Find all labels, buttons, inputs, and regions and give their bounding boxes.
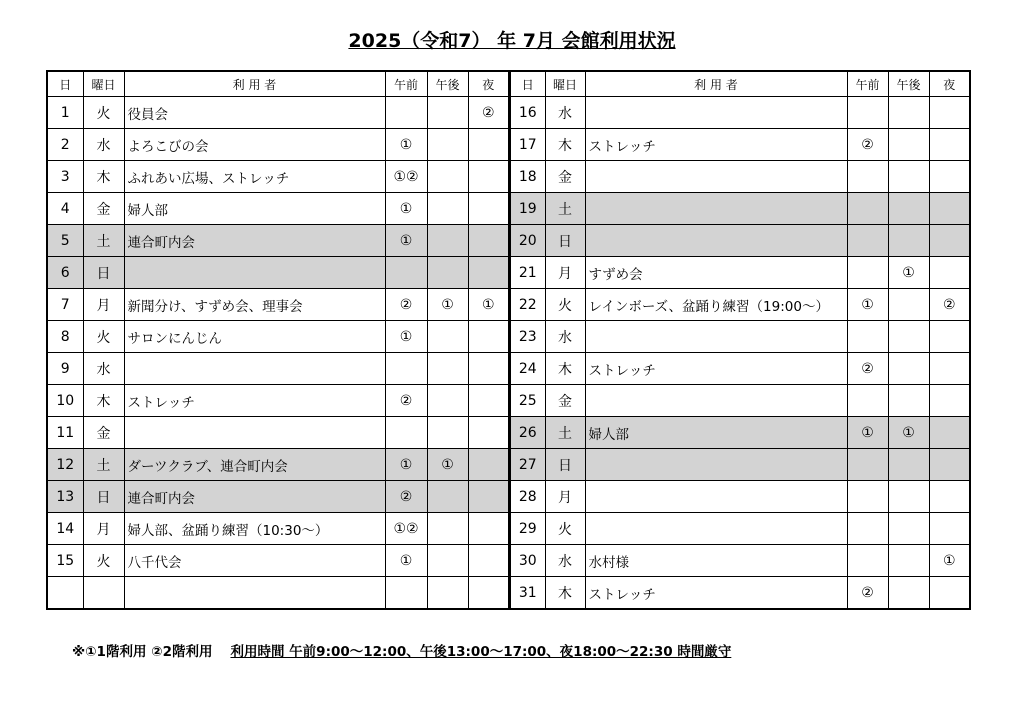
cell-weekday: 水 bbox=[83, 353, 124, 385]
cell-pm bbox=[427, 97, 468, 129]
cell-weekday: 火 bbox=[545, 289, 585, 321]
cell-weekday: 木 bbox=[545, 353, 585, 385]
cell-am: ① bbox=[847, 417, 888, 449]
cell-day: 7 bbox=[47, 289, 83, 321]
cell-user: ふれあい広場、ストレッチ bbox=[124, 161, 385, 193]
cell-weekday: 水 bbox=[545, 545, 585, 577]
cell-user bbox=[585, 193, 847, 225]
cell-day: 20 bbox=[510, 225, 545, 257]
header-pm: 午後 bbox=[888, 71, 929, 97]
cell-night bbox=[468, 385, 509, 417]
cell-am: ①② bbox=[385, 513, 427, 545]
cell-pm bbox=[888, 353, 929, 385]
cell-night bbox=[929, 225, 970, 257]
cell-weekday: 金 bbox=[545, 161, 585, 193]
cell-weekday: 火 bbox=[83, 321, 124, 353]
cell-day: 21 bbox=[510, 257, 545, 289]
table-row bbox=[47, 161, 509, 193]
cell-weekday: 日 bbox=[545, 225, 585, 257]
cell-night bbox=[929, 353, 970, 385]
cell-user bbox=[585, 449, 847, 481]
cell-user bbox=[585, 385, 847, 417]
cell-pm bbox=[427, 161, 468, 193]
header-weekday: 曜日 bbox=[545, 71, 585, 97]
page-title bbox=[0, 26, 1024, 56]
table-row bbox=[510, 481, 970, 513]
cell-night bbox=[929, 257, 970, 289]
cell-am: ② bbox=[847, 129, 888, 161]
table-row bbox=[510, 321, 970, 353]
cell-user bbox=[124, 417, 385, 449]
schedule-body-left bbox=[47, 97, 509, 610]
cell-weekday: 日 bbox=[545, 449, 585, 481]
cell-night bbox=[929, 417, 970, 449]
cell-user: レインボーズ、盆踊り練習（19:00～） bbox=[585, 289, 847, 321]
cell-night bbox=[929, 513, 970, 545]
cell-pm bbox=[427, 129, 468, 161]
cell-night bbox=[468, 481, 509, 513]
cell-pm bbox=[888, 577, 929, 610]
cell-am: ① bbox=[385, 193, 427, 225]
cell-day: 4 bbox=[47, 193, 83, 225]
cell-am: ② bbox=[385, 481, 427, 513]
table-row bbox=[47, 481, 509, 513]
cell-am: ① bbox=[847, 289, 888, 321]
cell-user: 連合町内会 bbox=[124, 225, 385, 257]
cell-pm bbox=[888, 225, 929, 257]
cell-user: ストレッチ bbox=[585, 129, 847, 161]
cell-pm bbox=[888, 129, 929, 161]
cell-night bbox=[468, 577, 509, 610]
cell-day: 23 bbox=[510, 321, 545, 353]
table-row bbox=[510, 225, 970, 257]
table-row bbox=[47, 321, 509, 353]
cell-weekday: 金 bbox=[545, 385, 585, 417]
cell-day: 2 bbox=[47, 129, 83, 161]
header-user: 利 用 者 bbox=[585, 71, 847, 97]
cell-pm bbox=[427, 545, 468, 577]
cell-am: ① bbox=[385, 129, 427, 161]
table-row bbox=[510, 97, 970, 129]
header-weekday: 曜日 bbox=[83, 71, 124, 97]
cell-weekday: 金 bbox=[83, 193, 124, 225]
cell-day: 18 bbox=[510, 161, 545, 193]
cell-am: ② bbox=[847, 577, 888, 610]
cell-user: ストレッチ bbox=[585, 353, 847, 385]
table-row bbox=[510, 257, 970, 289]
cell-am bbox=[385, 257, 427, 289]
cell-am bbox=[847, 257, 888, 289]
table-row bbox=[47, 385, 509, 417]
table-row bbox=[47, 129, 509, 161]
cell-am bbox=[847, 385, 888, 417]
cell-night bbox=[468, 353, 509, 385]
cell-user: サロンにんじん bbox=[124, 321, 385, 353]
cell-pm bbox=[888, 161, 929, 193]
cell-user bbox=[124, 257, 385, 289]
cell-night bbox=[468, 225, 509, 257]
cell-user: ストレッチ bbox=[585, 577, 847, 610]
cell-am bbox=[385, 97, 427, 129]
header-night: 夜 bbox=[468, 71, 509, 97]
cell-night bbox=[468, 193, 509, 225]
cell-weekday: 月 bbox=[83, 289, 124, 321]
cell-weekday: 土 bbox=[545, 417, 585, 449]
cell-day: 25 bbox=[510, 385, 545, 417]
cell-pm bbox=[888, 193, 929, 225]
cell-user bbox=[124, 577, 385, 610]
cell-weekday: 水 bbox=[545, 97, 585, 129]
cell-user bbox=[124, 353, 385, 385]
cell-user: すずめ会 bbox=[585, 257, 847, 289]
cell-night bbox=[929, 129, 970, 161]
cell-user bbox=[585, 97, 847, 129]
cell-day: 5 bbox=[47, 225, 83, 257]
cell-night bbox=[468, 417, 509, 449]
cell-am bbox=[847, 225, 888, 257]
cell-pm bbox=[888, 449, 929, 481]
cell-day: 31 bbox=[510, 577, 545, 610]
cell-pm bbox=[427, 577, 468, 610]
cell-day: 19 bbox=[510, 193, 545, 225]
cell-pm bbox=[427, 417, 468, 449]
cell-pm bbox=[427, 513, 468, 545]
cell-day: 14 bbox=[47, 513, 83, 545]
cell-day: 9 bbox=[47, 353, 83, 385]
cell-user: 水村様 bbox=[585, 545, 847, 577]
header-pm: 午後 bbox=[427, 71, 468, 97]
cell-pm: ① bbox=[888, 417, 929, 449]
cell-user: よろこびの会 bbox=[124, 129, 385, 161]
cell-weekday: 土 bbox=[83, 225, 124, 257]
cell-weekday: 火 bbox=[545, 513, 585, 545]
cell-weekday: 水 bbox=[83, 129, 124, 161]
table-row bbox=[510, 449, 970, 481]
cell-day: 16 bbox=[510, 97, 545, 129]
cell-am bbox=[847, 97, 888, 129]
table-row bbox=[47, 545, 509, 577]
table-row bbox=[47, 289, 509, 321]
cell-day: 27 bbox=[510, 449, 545, 481]
header-am: 午前 bbox=[847, 71, 888, 97]
cell-pm: ① bbox=[888, 257, 929, 289]
cell-night bbox=[929, 193, 970, 225]
cell-pm bbox=[427, 385, 468, 417]
cell-weekday: 月 bbox=[545, 481, 585, 513]
header-am: 午前 bbox=[385, 71, 427, 97]
cell-day: 11 bbox=[47, 417, 83, 449]
cell-am: ① bbox=[385, 321, 427, 353]
cell-am: ① bbox=[385, 545, 427, 577]
cell-night bbox=[929, 577, 970, 610]
cell-am bbox=[847, 193, 888, 225]
cell-am bbox=[385, 417, 427, 449]
cell-weekday bbox=[83, 577, 124, 610]
cell-user: 役員会 bbox=[124, 97, 385, 129]
cell-am bbox=[847, 545, 888, 577]
table-row bbox=[47, 193, 509, 225]
cell-am bbox=[385, 353, 427, 385]
table-row bbox=[47, 417, 509, 449]
cell-am bbox=[847, 481, 888, 513]
cell-pm bbox=[427, 225, 468, 257]
cell-pm bbox=[888, 289, 929, 321]
cell-night bbox=[929, 161, 970, 193]
cell-weekday: 日 bbox=[83, 257, 124, 289]
schedule-table-left bbox=[46, 70, 510, 610]
cell-weekday: 木 bbox=[83, 385, 124, 417]
header-night: 夜 bbox=[929, 71, 970, 97]
footnote bbox=[72, 640, 731, 660]
cell-pm bbox=[427, 353, 468, 385]
cell-day: 17 bbox=[510, 129, 545, 161]
cell-night: ② bbox=[468, 97, 509, 129]
cell-pm bbox=[427, 257, 468, 289]
table-row bbox=[47, 353, 509, 385]
cell-night: ① bbox=[929, 545, 970, 577]
cell-pm bbox=[888, 481, 929, 513]
cell-night bbox=[468, 257, 509, 289]
table-row bbox=[510, 513, 970, 545]
cell-night bbox=[929, 97, 970, 129]
cell-night bbox=[468, 161, 509, 193]
schedule-table-right bbox=[509, 70, 971, 610]
cell-am: ① bbox=[385, 225, 427, 257]
cell-user bbox=[585, 513, 847, 545]
cell-weekday: 火 bbox=[83, 97, 124, 129]
cell-user: ダーツクラブ、連合町内会 bbox=[124, 449, 385, 481]
cell-pm bbox=[427, 481, 468, 513]
cell-am bbox=[385, 577, 427, 610]
cell-user bbox=[585, 161, 847, 193]
cell-am: ①② bbox=[385, 161, 427, 193]
cell-weekday: 金 bbox=[83, 417, 124, 449]
cell-weekday: 木 bbox=[545, 577, 585, 610]
cell-day: 8 bbox=[47, 321, 83, 353]
cell-user bbox=[585, 225, 847, 257]
cell-night bbox=[468, 321, 509, 353]
table-row bbox=[47, 257, 509, 289]
cell-weekday: 土 bbox=[545, 193, 585, 225]
cell-day: 13 bbox=[47, 481, 83, 513]
page-title-text: 2025（令和7） 年 7月 会館利用状況 bbox=[348, 30, 676, 52]
cell-day: 1 bbox=[47, 97, 83, 129]
cell-weekday: 木 bbox=[83, 161, 124, 193]
cell-day: 6 bbox=[47, 257, 83, 289]
cell-weekday: 木 bbox=[545, 129, 585, 161]
cell-am bbox=[847, 161, 888, 193]
table-row bbox=[510, 161, 970, 193]
cell-day: 3 bbox=[47, 161, 83, 193]
header-user: 利 用 者 bbox=[124, 71, 385, 97]
cell-user bbox=[585, 321, 847, 353]
cell-pm bbox=[427, 321, 468, 353]
cell-day bbox=[47, 577, 83, 610]
table-row bbox=[47, 513, 509, 545]
cell-user: ストレッチ bbox=[124, 385, 385, 417]
cell-day: 26 bbox=[510, 417, 545, 449]
cell-am bbox=[847, 513, 888, 545]
cell-user: 婦人部 bbox=[124, 193, 385, 225]
footnote-hours: 利用時間 午前9:00～12:00、午後13:00～17:00、夜18:00～22:30 時間厳守 bbox=[230, 644, 732, 660]
cell-pm bbox=[427, 193, 468, 225]
cell-day: 30 bbox=[510, 545, 545, 577]
cell-night: ② bbox=[929, 289, 970, 321]
cell-day: 22 bbox=[510, 289, 545, 321]
table-row bbox=[510, 289, 970, 321]
cell-user: 連合町内会 bbox=[124, 481, 385, 513]
cell-am: ① bbox=[385, 449, 427, 481]
cell-night bbox=[468, 449, 509, 481]
table-header-row bbox=[510, 71, 970, 97]
table-row bbox=[510, 193, 970, 225]
cell-am: ② bbox=[847, 353, 888, 385]
table-row bbox=[510, 577, 970, 610]
cell-user bbox=[585, 481, 847, 513]
cell-weekday: 月 bbox=[83, 513, 124, 545]
cell-night bbox=[929, 385, 970, 417]
cell-night bbox=[929, 449, 970, 481]
cell-user: 婦人部、盆踊り練習（10:30～） bbox=[124, 513, 385, 545]
cell-pm: ① bbox=[427, 449, 468, 481]
table-header-row bbox=[47, 71, 509, 97]
header-day: 日 bbox=[47, 71, 83, 97]
cell-weekday: 土 bbox=[83, 449, 124, 481]
cell-night bbox=[929, 321, 970, 353]
cell-night: ① bbox=[468, 289, 509, 321]
cell-pm bbox=[888, 321, 929, 353]
cell-user: 八千代会 bbox=[124, 545, 385, 577]
cell-am bbox=[847, 449, 888, 481]
schedule-body-right bbox=[510, 97, 970, 610]
cell-weekday: 水 bbox=[545, 321, 585, 353]
cell-pm: ① bbox=[427, 289, 468, 321]
cell-pm bbox=[888, 385, 929, 417]
cell-night bbox=[468, 129, 509, 161]
cell-weekday: 月 bbox=[545, 257, 585, 289]
cell-am: ② bbox=[385, 289, 427, 321]
table-row bbox=[47, 577, 509, 610]
footnote-floors: ※①1階利用 ②2階利用 bbox=[72, 644, 213, 660]
table-row bbox=[510, 545, 970, 577]
cell-day: 15 bbox=[47, 545, 83, 577]
cell-day: 29 bbox=[510, 513, 545, 545]
cell-day: 28 bbox=[510, 481, 545, 513]
cell-night bbox=[468, 513, 509, 545]
table-row bbox=[47, 449, 509, 481]
cell-pm bbox=[888, 97, 929, 129]
cell-pm bbox=[888, 513, 929, 545]
table-row bbox=[47, 225, 509, 257]
cell-am: ② bbox=[385, 385, 427, 417]
cell-weekday: 火 bbox=[83, 545, 124, 577]
table-row bbox=[510, 129, 970, 161]
table-row bbox=[510, 353, 970, 385]
cell-am bbox=[847, 321, 888, 353]
cell-pm bbox=[888, 545, 929, 577]
cell-weekday: 日 bbox=[83, 481, 124, 513]
cell-night bbox=[468, 545, 509, 577]
cell-day: 12 bbox=[47, 449, 83, 481]
table-row bbox=[510, 417, 970, 449]
header-day: 日 bbox=[510, 71, 545, 97]
cell-night bbox=[929, 481, 970, 513]
cell-user: 新聞分け、すずめ会、理事会 bbox=[124, 289, 385, 321]
cell-user: 婦人部 bbox=[585, 417, 847, 449]
cell-day: 24 bbox=[510, 353, 545, 385]
cell-day: 10 bbox=[47, 385, 83, 417]
table-row bbox=[510, 385, 970, 417]
table-row bbox=[47, 97, 509, 129]
